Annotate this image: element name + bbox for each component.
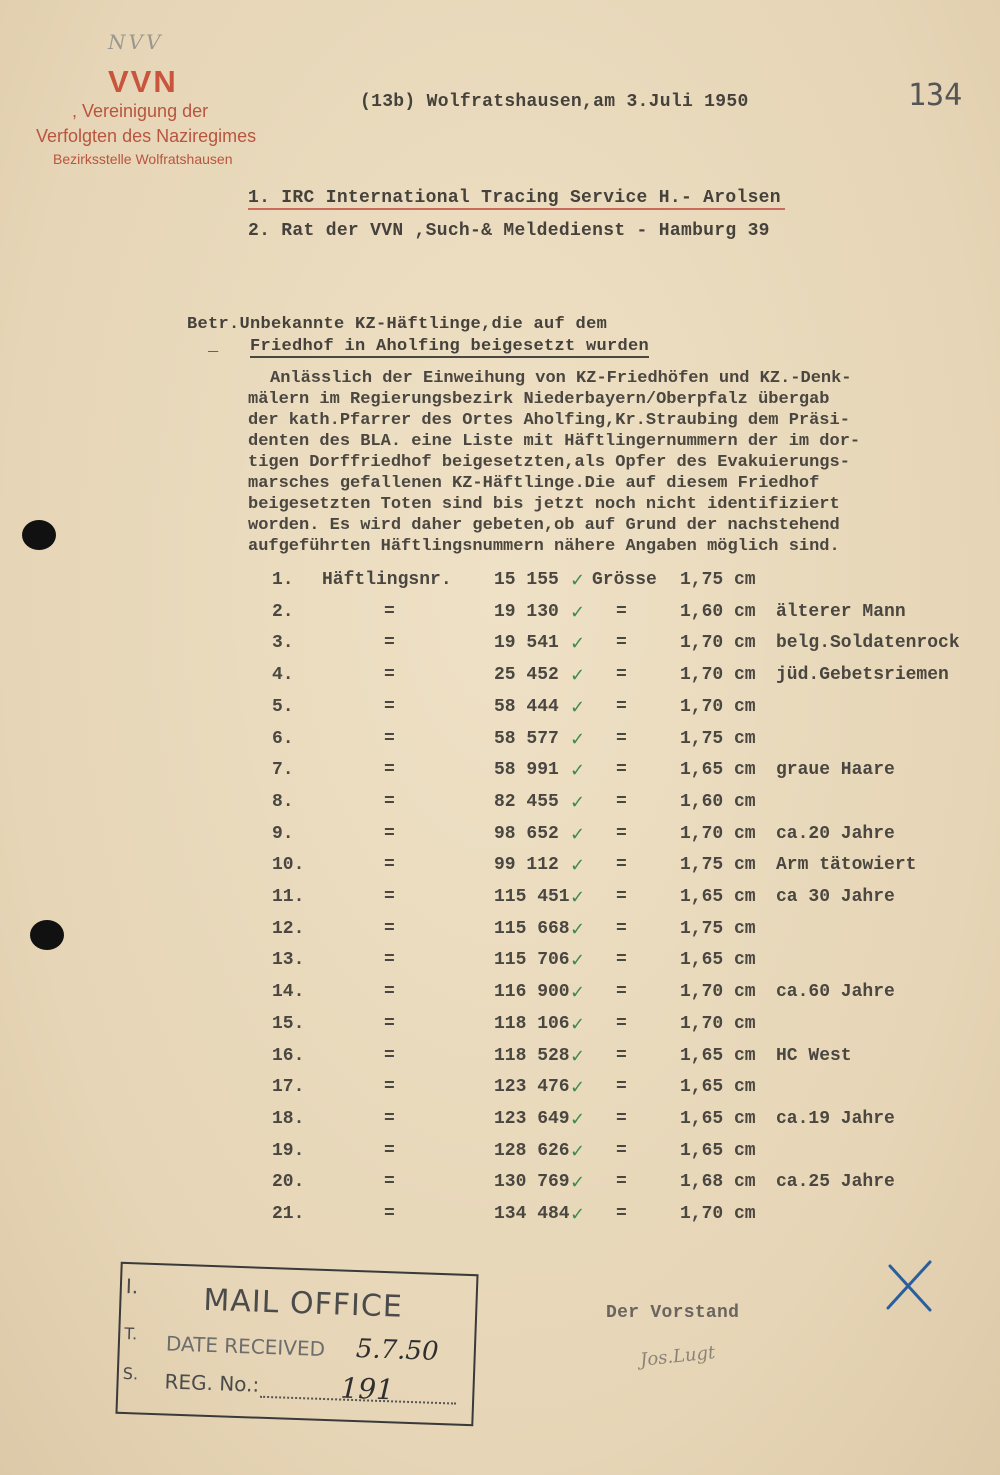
size-label: = bbox=[616, 982, 627, 1003]
stamp-title: MAIL OFFICE bbox=[202, 1282, 404, 1325]
prisoner-row bbox=[0, 855, 1000, 883]
prisoner-label: = bbox=[384, 791, 395, 812]
size-label: = bbox=[616, 601, 627, 622]
prisoner-height: 1,70 cm bbox=[680, 633, 756, 654]
prisoner-row bbox=[0, 1014, 1000, 1042]
stamp-margin-letter: T. bbox=[123, 1323, 138, 1344]
prisoner-label: = bbox=[384, 601, 395, 622]
check-mark: ✓ bbox=[570, 950, 586, 972]
stamp-reg-label: REG. No.: bbox=[164, 1369, 260, 1397]
body-line: aufgeführten Häftlingsnummern nähere Angaben möglich sind. bbox=[248, 537, 840, 556]
prisoner-note: ca.60 Jahre bbox=[776, 982, 895, 1003]
body-line: Anlässlich der Einweihung von KZ-Friedhöfen und KZ.-Denk- bbox=[270, 369, 852, 388]
prisoner-number: 118 528 bbox=[494, 1045, 570, 1066]
prisoner-number: 99 112 bbox=[494, 855, 559, 876]
prisoner-index: 2. bbox=[272, 601, 294, 622]
size-label: = bbox=[616, 823, 627, 844]
prisoner-note: HC West bbox=[776, 1045, 852, 1066]
size-label: = bbox=[616, 633, 627, 654]
prisoner-height: 1,70 cm bbox=[680, 982, 756, 1003]
prisoner-row bbox=[0, 570, 1000, 598]
prisoner-row bbox=[0, 1077, 1000, 1105]
prisoner-height: 1,65 cm bbox=[680, 1108, 756, 1129]
prisoner-index: 5. bbox=[272, 696, 294, 717]
prisoner-label: = bbox=[384, 1077, 395, 1098]
check-mark: ✓ bbox=[570, 1204, 586, 1225]
prisoner-row bbox=[0, 887, 1000, 915]
prisoner-label: = bbox=[384, 887, 395, 907]
prisoner-number: 116 900 bbox=[494, 982, 570, 1003]
prisoner-number: 58 991 bbox=[494, 760, 559, 781]
prisoner-index: 8. bbox=[272, 791, 294, 812]
stamp-date-value: 5.7.50 bbox=[355, 1334, 440, 1367]
stamp-reg-value: 191 bbox=[339, 1371, 395, 1407]
prisoner-number: 19 130 bbox=[494, 601, 559, 622]
check-mark: ✓ bbox=[570, 1172, 586, 1194]
check-mark: ✓ bbox=[570, 1045, 586, 1067]
prisoner-row bbox=[0, 824, 1000, 852]
body-line: tigen Dorffriedhof beigesetzten,als Opfer des Evakuierungs- bbox=[248, 453, 850, 472]
prisoner-row bbox=[0, 950, 1000, 978]
prisoner-index: 19. bbox=[272, 1140, 305, 1161]
prisoner-height: 1,70 cm bbox=[680, 1013, 756, 1034]
stamp-margin-letter: S. bbox=[122, 1363, 139, 1384]
prisoner-index: 1. bbox=[272, 570, 294, 590]
prisoner-row bbox=[0, 1109, 1000, 1137]
prisoner-label: = bbox=[384, 918, 395, 939]
prisoner-row bbox=[0, 1172, 1000, 1200]
prisoner-label: = bbox=[384, 1172, 395, 1193]
prisoner-label: = bbox=[384, 982, 395, 1003]
prisoner-row bbox=[0, 919, 1000, 947]
blue-x-mark bbox=[884, 1258, 934, 1314]
prisoner-number: 123 649 bbox=[494, 1108, 570, 1129]
prisoner-index: 14. bbox=[272, 982, 305, 1003]
prisoner-index: 7. bbox=[272, 760, 294, 781]
size-label: = bbox=[616, 760, 627, 781]
prisoner-index: 10. bbox=[272, 855, 305, 876]
prisoner-number: 98 652 bbox=[494, 823, 559, 844]
prisoner-height: 1,65 cm bbox=[680, 1045, 756, 1066]
prisoner-index: 12. bbox=[272, 918, 305, 939]
size-label: = bbox=[616, 1172, 627, 1193]
letterhead-line2: Verfolgten des Naziregimes bbox=[36, 126, 257, 146]
prisoner-height: 1,65 cm bbox=[680, 760, 756, 781]
prisoner-height: 1,75 cm bbox=[680, 570, 756, 590]
prisoner-label: = bbox=[384, 760, 395, 781]
prisoner-row bbox=[0, 1141, 1000, 1169]
prisoner-height: 1,65 cm bbox=[680, 1077, 756, 1098]
prisoner-label: = bbox=[384, 1140, 395, 1161]
prisoner-index: 16. bbox=[272, 1045, 305, 1066]
check-mark: ✓ bbox=[570, 665, 586, 687]
size-label: = bbox=[616, 1140, 627, 1161]
prisoner-index: 21. bbox=[272, 1204, 305, 1224]
size-label: = bbox=[616, 696, 627, 717]
subject-line1: Betr.Unbekannte KZ-Häftlinge,die auf dem bbox=[187, 315, 608, 334]
prisoner-label: = bbox=[384, 1108, 395, 1129]
prisoner-label: = bbox=[384, 1045, 395, 1066]
page-number: 134 bbox=[908, 78, 963, 113]
check-mark: ✓ bbox=[570, 855, 586, 877]
prisoner-height: 1,60 cm bbox=[680, 791, 756, 812]
size-label: = bbox=[616, 918, 627, 939]
prisoner-number: 118 106 bbox=[494, 1013, 570, 1034]
size-label: = bbox=[616, 665, 627, 686]
prisoner-note: jüd.Gebetsriemen bbox=[776, 665, 949, 686]
body-line: denten des BLA. eine Liste mit Häftlingernummern der im dor- bbox=[248, 432, 861, 451]
punch-hole bbox=[22, 520, 56, 550]
body-line: worden. Es wird daher gebeten,ob auf Grund der nachstehend bbox=[248, 516, 840, 535]
check-mark: ✓ bbox=[570, 1140, 586, 1162]
prisoner-note: ca 30 Jahre bbox=[776, 887, 895, 907]
prisoner-index: 20. bbox=[272, 1172, 305, 1193]
pencil-note: NVV bbox=[108, 30, 164, 54]
prisoner-note: Arm tätowiert bbox=[776, 855, 917, 876]
body-line: marsches gefallenen KZ-Häftlinge.Die auf diesem Friedhof bbox=[248, 474, 820, 493]
prisoner-index: 18. bbox=[272, 1108, 305, 1129]
size-label: = bbox=[616, 1013, 627, 1034]
prisoner-number: 130 769 bbox=[494, 1172, 570, 1193]
size-label: = bbox=[616, 1204, 627, 1224]
prisoner-index: 11. bbox=[272, 887, 305, 907]
subject-line2: Friedhof in Aholfing beigesetzt wurden bbox=[250, 337, 650, 356]
prisoner-number: 128 626 bbox=[494, 1140, 570, 1161]
prisoner-index: 17. bbox=[272, 1077, 305, 1098]
check-mark: ✓ bbox=[570, 791, 586, 813]
prisoner-index: 4. bbox=[272, 665, 294, 686]
prisoner-row bbox=[0, 633, 1000, 661]
prisoner-number: 58 577 bbox=[494, 728, 559, 749]
prisoner-row bbox=[0, 665, 1000, 693]
size-label: Grösse bbox=[592, 570, 657, 590]
prisoner-row bbox=[0, 602, 1000, 630]
signature-name: Jos.Lugt bbox=[639, 1342, 717, 1371]
prisoner-number: 115 706 bbox=[494, 950, 570, 971]
prisoner-label: = bbox=[384, 1204, 395, 1224]
prisoner-number: 25 452 bbox=[494, 665, 559, 686]
prisoner-height: 1,70 cm bbox=[680, 696, 756, 717]
check-mark: ✓ bbox=[570, 1077, 586, 1099]
size-label: = bbox=[616, 1108, 627, 1129]
prisoner-note: ca.25 Jahre bbox=[776, 1172, 895, 1193]
prisoner-number: 115 668 bbox=[494, 918, 570, 939]
letterhead-line1: , Vereinigung der bbox=[72, 101, 209, 121]
prisoner-label: = bbox=[384, 633, 395, 654]
prisoner-label: = bbox=[384, 696, 395, 717]
check-mark: ✓ bbox=[570, 570, 586, 591]
recipient-2: 2. Rat der VVN ,Such-& Meldedienst - Hamburg 39 bbox=[248, 221, 770, 241]
size-label: = bbox=[616, 1045, 627, 1066]
prisoner-number: 82 455 bbox=[494, 791, 559, 812]
check-mark: ✓ bbox=[570, 728, 586, 750]
check-mark: ✓ bbox=[570, 918, 586, 940]
prisoner-number: 15 155 bbox=[494, 570, 559, 590]
prisoner-index: 15. bbox=[272, 1013, 305, 1034]
vvn-logo: VVN bbox=[108, 64, 178, 99]
prisoner-index: 9. bbox=[272, 823, 294, 844]
prisoner-height: 1,70 cm bbox=[680, 1204, 756, 1224]
prisoner-label: = bbox=[384, 1013, 395, 1034]
check-mark: ✓ bbox=[570, 1013, 586, 1035]
prisoner-note: ca.19 Jahre bbox=[776, 1108, 895, 1129]
prisoner-height: 1,70 cm bbox=[680, 823, 756, 844]
prisoner-index: 3. bbox=[272, 633, 294, 654]
size-label: = bbox=[616, 791, 627, 812]
size-label: = bbox=[616, 728, 627, 749]
signature-label: Der Vorstand bbox=[606, 1303, 740, 1323]
size-label: = bbox=[616, 1077, 627, 1098]
prisoner-row bbox=[0, 1204, 1000, 1232]
prisoner-number: 134 484 bbox=[494, 1204, 570, 1224]
size-label: = bbox=[616, 855, 627, 876]
prisoner-index: 6. bbox=[272, 728, 294, 749]
prisoner-height: 1,65 cm bbox=[680, 950, 756, 971]
prisoner-height: 1,75 cm bbox=[680, 918, 756, 939]
prisoner-row bbox=[0, 1046, 1000, 1074]
place-date: (13b) Wolfratshausen,am 3.Juli 1950 bbox=[360, 92, 749, 112]
size-label: = bbox=[616, 950, 627, 971]
check-mark: ✓ bbox=[570, 601, 586, 623]
body-line: mälern im Regierungsbezirk Niederbayern/Oberpfalz übergab bbox=[248, 390, 830, 409]
body-line: der kath.Pfarrer des Ortes Aholfing,Kr.Straubing dem Präsi- bbox=[248, 411, 850, 430]
prisoner-row bbox=[0, 982, 1000, 1010]
prisoner-height: 1,75 cm bbox=[680, 855, 756, 876]
prisoner-note: belg.Soldatenrock bbox=[776, 633, 960, 654]
letterhead-line3: Bezirksstelle Wolfratshausen bbox=[53, 151, 233, 167]
prisoner-label: = bbox=[384, 823, 395, 844]
prisoner-label: = bbox=[384, 950, 395, 971]
prisoner-index: 13. bbox=[272, 950, 305, 971]
prisoner-number: 19 541 bbox=[494, 633, 559, 654]
prisoner-label: = bbox=[384, 728, 395, 749]
check-mark: ✓ bbox=[570, 1108, 586, 1130]
check-mark: ✓ bbox=[570, 760, 586, 782]
check-mark: ✓ bbox=[570, 696, 586, 718]
check-mark: ✓ bbox=[570, 823, 586, 845]
prisoner-row bbox=[0, 697, 1000, 725]
prisoner-note: graue Haare bbox=[776, 760, 895, 781]
body-line: beigesetzten Toten sind bis jetzt noch nicht identifiziert bbox=[248, 495, 840, 514]
prisoner-row bbox=[0, 792, 1000, 820]
recipient-1: 1. IRC International Tracing Service H.- Arolsen bbox=[248, 188, 785, 210]
prisoner-note: älterer Mann bbox=[776, 601, 906, 622]
prisoner-label: = bbox=[384, 855, 395, 876]
subject-dash: _ bbox=[208, 337, 219, 356]
prisoner-label: = bbox=[384, 665, 395, 686]
prisoner-note: ca.20 Jahre bbox=[776, 823, 895, 844]
prisoner-height: 1,70 cm bbox=[680, 665, 756, 686]
prisoner-row bbox=[0, 729, 1000, 757]
prisoner-height: 1,65 cm bbox=[680, 887, 756, 907]
size-label: = bbox=[616, 887, 627, 907]
prisoner-number: 115 451 bbox=[494, 887, 570, 907]
prisoner-height: 1,75 cm bbox=[680, 728, 756, 749]
prisoner-height: 1,60 cm bbox=[680, 601, 756, 622]
prisoner-height: 1,68 cm bbox=[680, 1172, 756, 1193]
body-paragraph bbox=[248, 368, 860, 557]
mail-office-stamp bbox=[115, 1262, 478, 1426]
prisoner-number: 123 476 bbox=[494, 1077, 570, 1098]
prisoner-label: Häftlingsnr. bbox=[322, 570, 452, 590]
stamp-margin-letter: I. bbox=[125, 1274, 139, 1299]
check-mark: ✓ bbox=[570, 633, 586, 655]
prisoner-number: 58 444 bbox=[494, 696, 559, 717]
check-mark: ✓ bbox=[570, 887, 586, 908]
prisoner-height: 1,65 cm bbox=[680, 1140, 756, 1161]
prisoner-row bbox=[0, 760, 1000, 788]
check-mark: ✓ bbox=[570, 982, 586, 1004]
stamp-date-label: DATE RECEIVED bbox=[165, 1331, 326, 1361]
